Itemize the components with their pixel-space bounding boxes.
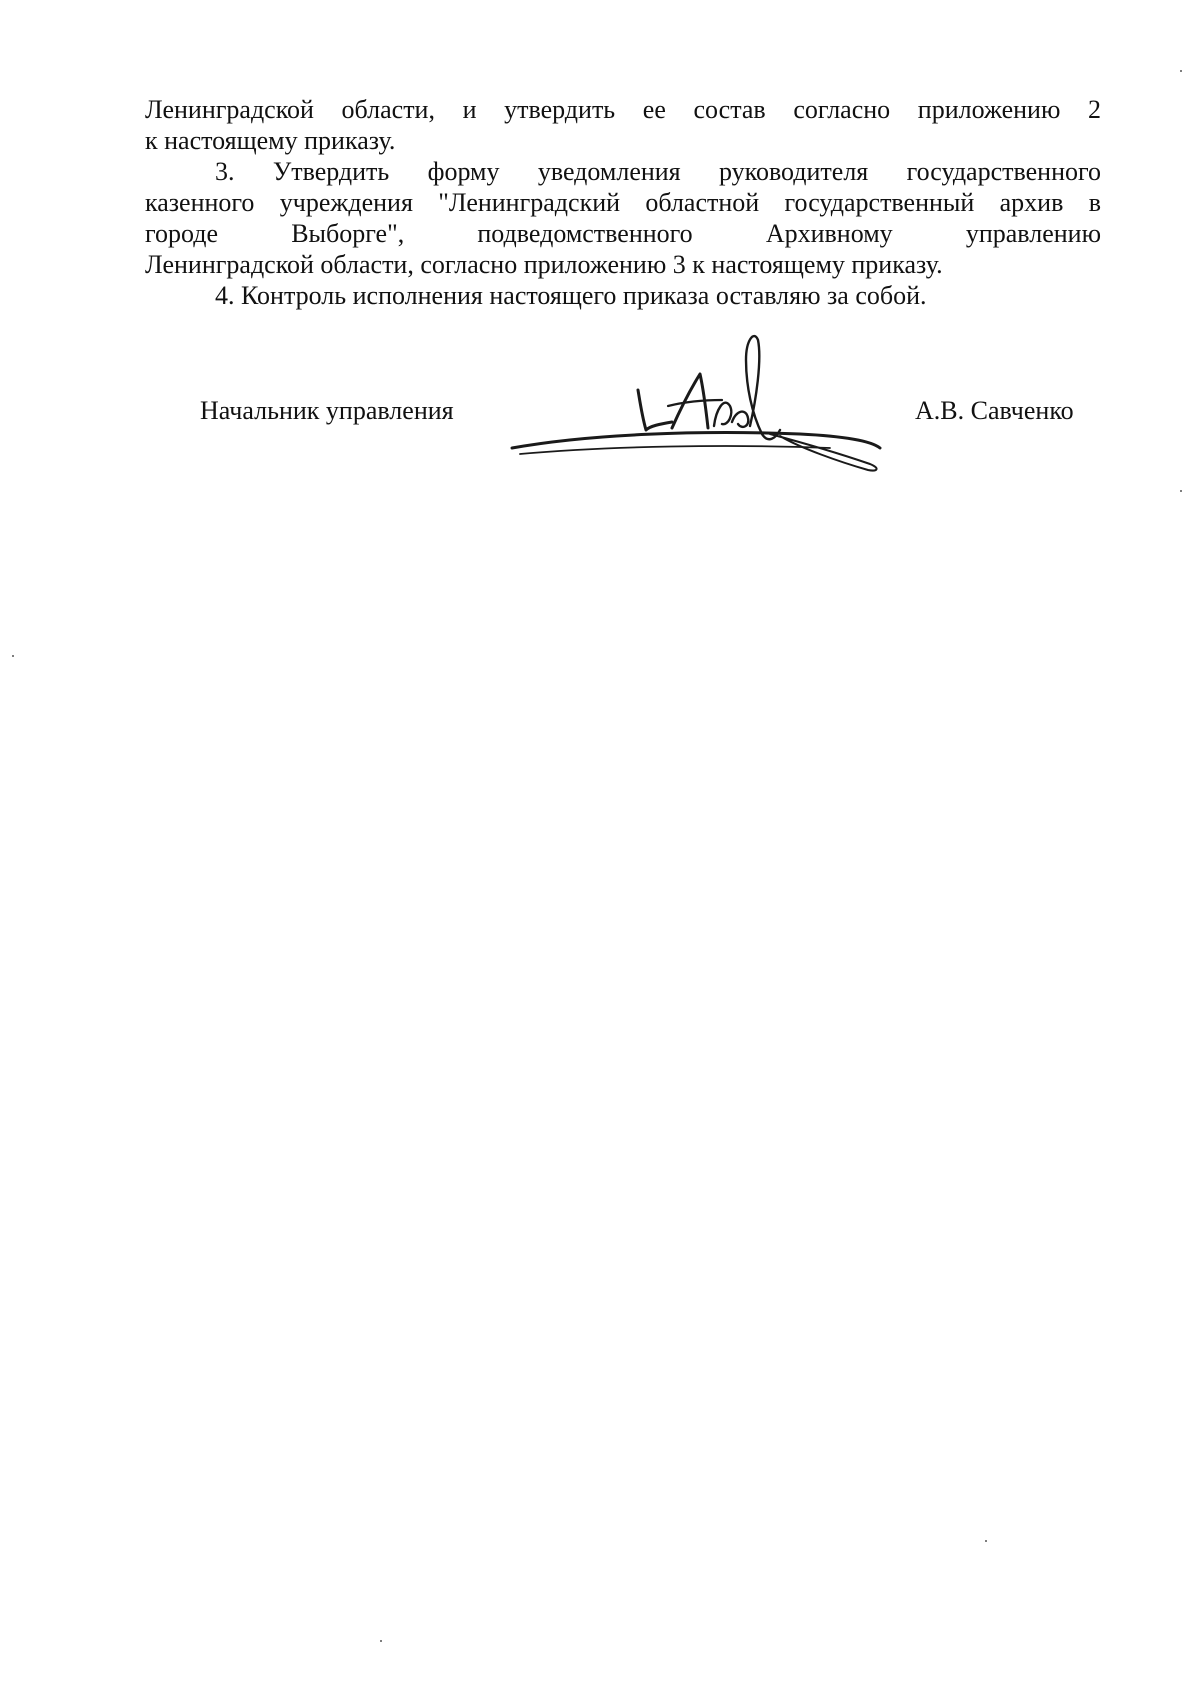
paragraph-item-3 bbox=[145, 156, 1101, 280]
text-line: казенного учреждения "Ленинградский областной государственный архив в bbox=[145, 188, 1101, 217]
text-line: 3. Утвердить форму уведомления руководителя государственного bbox=[215, 157, 1101, 186]
scan-speck bbox=[380, 1640, 382, 1642]
paragraph-item-4 bbox=[145, 280, 1101, 311]
text-line: к настоящему приказу. bbox=[145, 126, 396, 155]
scan-speck bbox=[12, 655, 14, 657]
document-body bbox=[145, 94, 1101, 311]
scan-speck bbox=[985, 1540, 987, 1542]
scan-speck bbox=[1180, 70, 1182, 72]
paragraph-continuation bbox=[145, 94, 1101, 156]
text-line: Ленинградской области, и утвердить ее состав согласно приложению 2 bbox=[145, 95, 1101, 124]
text-line: городе Выборге", подведомственного Архивному управлению bbox=[145, 219, 1101, 248]
signer-title: Начальник управления bbox=[200, 396, 454, 425]
signature-block bbox=[0, 390, 1200, 490]
handwritten-signature bbox=[500, 330, 940, 480]
text-line: Ленинградской области, согласно приложению 3 к настоящему приказу. bbox=[145, 250, 943, 279]
signer-name: А.В. Савченко bbox=[915, 396, 1074, 425]
scan-speck bbox=[1180, 490, 1182, 492]
text-line: 4. Контроль исполнения настоящего приказа оставляю за собой. bbox=[215, 281, 927, 310]
